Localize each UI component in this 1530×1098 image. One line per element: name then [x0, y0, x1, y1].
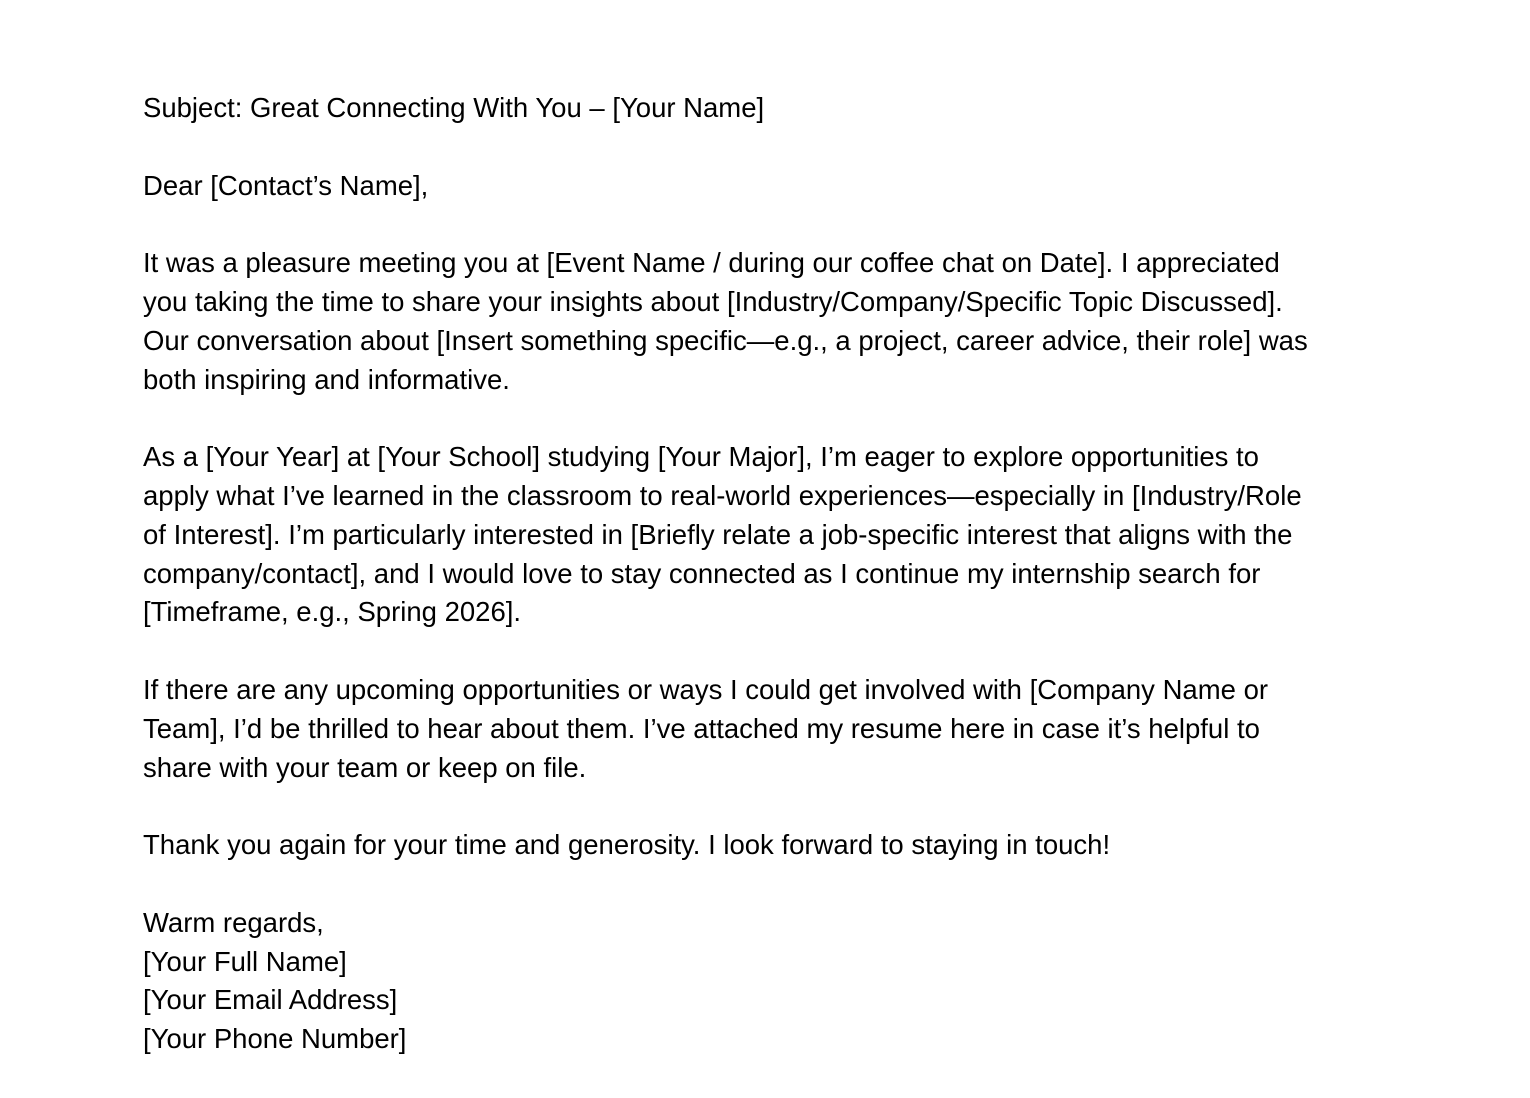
signoff-email-address: [Your Email Address] — [143, 984, 398, 1016]
paragraph-line: apply what I’ve learned in the classroom to real-world experiences—especially in [Industry/Role — [143, 479, 1302, 511]
subject-line: Subject: Great Connecting With You – [Your Name] — [143, 92, 765, 123]
paragraph-line: Team], I’d be thrilled to hear about them. I’ve attached my resume here in case it’s helpful to — [143, 712, 1260, 744]
paragraph-line: share with your team or keep on file. — [143, 751, 587, 783]
paragraph-line: you taking the time to share your insights about [Industry/Company/Specific Topic Discussed]. — [143, 285, 1283, 317]
signoff-phone-number: [Your Phone Number] — [143, 1023, 407, 1055]
paragraph-line: If there are any upcoming opportunities or ways I could get involved with [Company Name or — [143, 673, 1269, 705]
signoff-full-name: [Your Full Name] — [143, 945, 347, 977]
email-signoff — [143, 904, 1393, 1059]
paragraph-line: both inspiring and informative. — [143, 363, 510, 395]
paragraph-line: of Interest]. I’m particularly interested in [Briefly relate a job-specific interest that aligns with the — [143, 518, 1293, 550]
paragraph-line: As a [Your Year] at [Your School] studying [Your Major], I’m eager to explore opportunities to — [143, 441, 1259, 473]
body-paragraph-opportunities — [143, 671, 1393, 787]
paragraph-line: Our conversation about [Insert something specific—e.g., a project, career advice, their role] was — [143, 324, 1308, 356]
body-paragraph-interest — [143, 438, 1393, 632]
email-document — [143, 89, 1393, 1098]
paragraph-line: company/contact], and I would love to stay connected as I continue my internship search for — [143, 557, 1261, 589]
body-paragraph-thanks — [143, 826, 1393, 865]
greeting-line: Dear [Contact’s Name], — [143, 169, 429, 201]
body-paragraph-meeting — [143, 244, 1393, 399]
email-greeting — [143, 167, 1393, 206]
paragraph-line: [Timeframe, e.g., Spring 2026]. — [143, 596, 522, 628]
paragraph-line: It was a pleasure meeting you at [Event Name / during our coffee chat on Date]. I appreciated — [143, 247, 1280, 279]
signoff-closing: Warm regards, — [143, 906, 324, 938]
paragraph-line: Thank you again for your time and generosity. I look forward to staying in touch! — [143, 829, 1111, 861]
email-subject — [143, 89, 1393, 128]
